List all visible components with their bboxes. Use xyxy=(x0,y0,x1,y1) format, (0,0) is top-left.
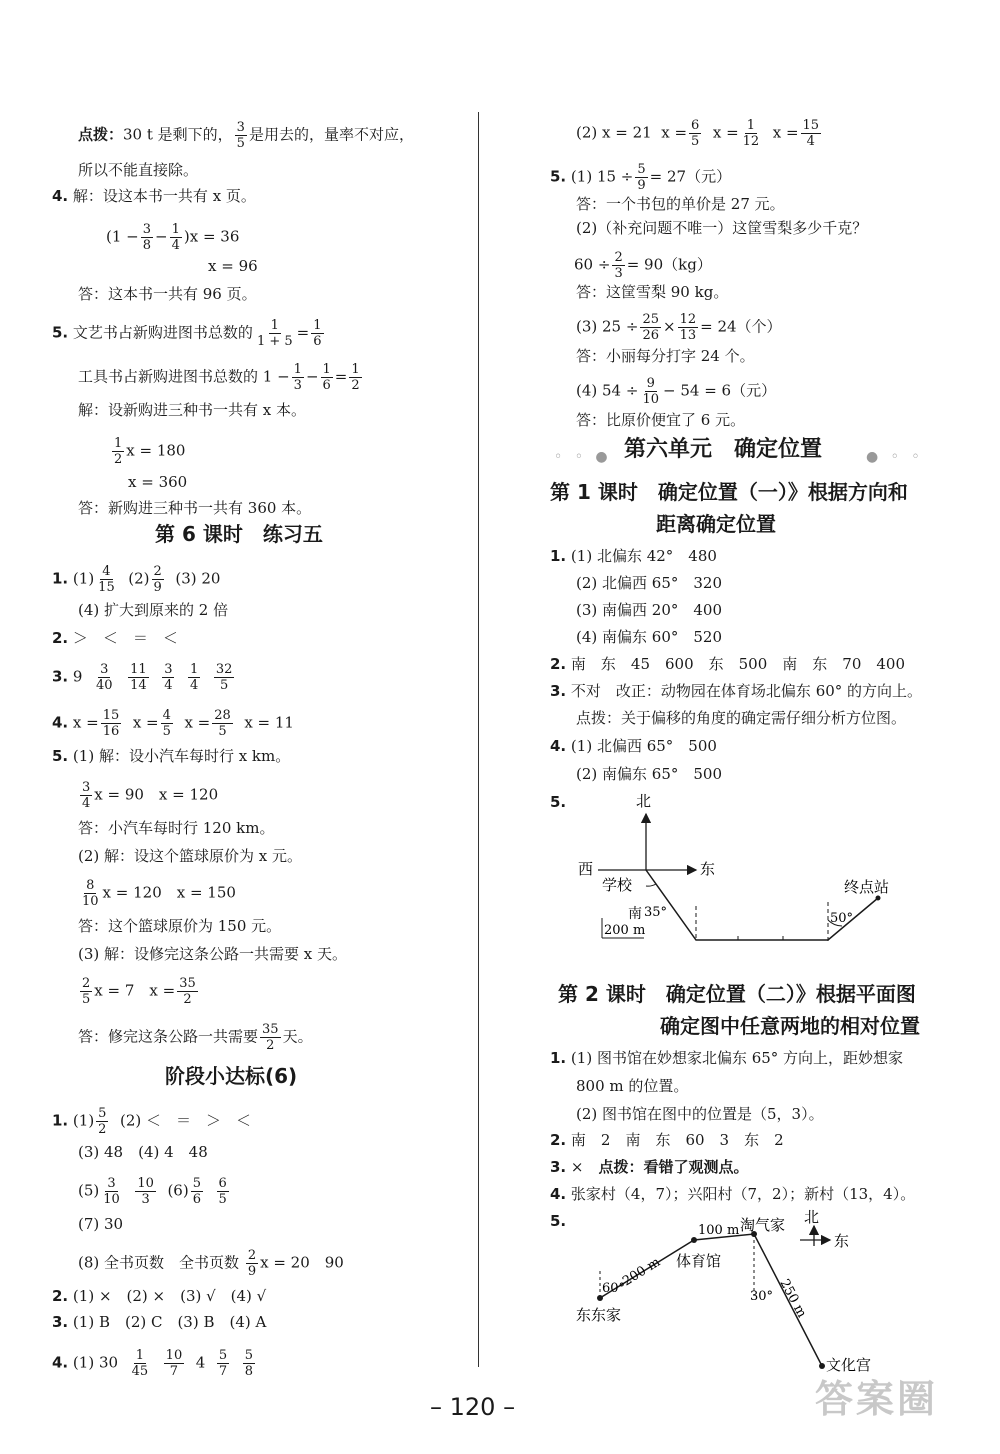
q5-left-solve: 解：设新购进三种书一共有 x 本。 xyxy=(78,401,306,419)
route-diagram-2 xyxy=(568,1206,948,1376)
terminal-label: 终点站 xyxy=(844,878,890,896)
st-q1: 1. (1) $\frac{5}{2}$ (2) ＜ ＝ ＞ ＜ xyxy=(52,1106,252,1137)
st-q3: 3. (1) B (2) C (3) B (4) A xyxy=(52,1313,267,1331)
west-label: 西 xyxy=(578,860,594,878)
distance-250: 250 m xyxy=(776,1276,810,1321)
q4-result: x = 96 xyxy=(208,257,258,275)
l1-q3-note: 点拨：关于偏移的角度的确定需仔细分析方位图。 xyxy=(576,709,907,727)
l1-q1-2: (2) 北偏西 65° 320 xyxy=(576,574,723,592)
top-q2-answers: (2) x = 21 x = $\frac{6}{5}$ x = $\frac{1}{12}$ x = $\frac{15}{4}$ xyxy=(576,118,820,149)
l6-q1-4: (4) 扩大到原来的 2 倍 xyxy=(78,601,229,619)
decorative-dots-icon: ● ◦ ◦ xyxy=(866,449,924,465)
angle-60: 60° xyxy=(602,1281,626,1296)
q4-equation: (1 − $\frac{3}{8}$ − $\frac{1}{4}$ )x = 36 xyxy=(106,222,240,253)
q4-answer: 答：这本书一共有 96 页。 xyxy=(78,285,257,303)
distance-100: 100 m xyxy=(698,1223,740,1238)
l6-q5-1: 5. (1) 解：设小汽车每时行 x km。 xyxy=(52,747,291,765)
angle-50: 50° xyxy=(830,911,854,926)
angle-35: 35° xyxy=(644,905,668,920)
l6-q5-1-eq: $\frac{3}{4}$ x = 90 x = 120 xyxy=(82,780,219,811)
r-q5-1: 5. (1) 15 ÷ $\frac{5}{9}$ = 27（元） xyxy=(550,162,732,193)
dianbo-note: 点拨：30 t 是剩下的， $\frac{3}{5}$ 是用去的，量率不对应， xyxy=(78,120,414,151)
l1-q5: 5. xyxy=(550,793,567,811)
watermark-logo: 答案圈 xyxy=(815,1377,939,1421)
l6-q5-2-ans: 答：这个篮球原价为 150 元。 xyxy=(78,917,282,935)
st-q2: 2. (1) × (2) × (3) √ (4) √ xyxy=(52,1287,267,1305)
r-q5-2: (2)（补充问题不唯一）这筐雪梨多少千克？ xyxy=(576,219,868,237)
unit-header xyxy=(554,446,612,467)
page-number: – 120 – xyxy=(430,1393,516,1421)
st-q4: 4. (1) 30 $\frac{1}{45}$ $\frac{10}{7}$ 4 $\frac{5}{7}$ $\frac{5}{8}$ xyxy=(52,1348,253,1379)
l1-q1-3: (3) 南偏西 20° 400 xyxy=(576,601,723,619)
east-label: 东 xyxy=(700,860,716,878)
l2-q1-1b: 800 m 的位置。 xyxy=(576,1077,689,1095)
l1-q1-4: (4) 南偏东 60° 520 xyxy=(576,628,723,646)
r-q5-4-eq: (4) 54 ÷ $\frac{9}{10}$ − 54 = 6（元） xyxy=(576,376,777,407)
l2-q3: 3. × 点拨：看错了观测点。 xyxy=(550,1158,749,1176)
l6-q3: 3. 9 $\frac{3}{40}$ $\frac{11}{14}$ $\frac{3}{4}$ $\frac{1}{4}$ $\frac{32}{5}$ xyxy=(52,662,233,693)
l2-q4: 4. 张家村（4，7）；兴阳村（7，2）；新村（13，4）。 xyxy=(550,1185,916,1203)
route-diagram-1 xyxy=(572,790,952,960)
wenhua-label: 文化宫 xyxy=(826,1356,872,1374)
q5-left-answer: 答：新购进三种书一共有 360 本。 xyxy=(78,499,312,517)
r-q5-1-ans: 答：一个书包的单价是 27 元。 xyxy=(576,195,785,213)
unit-header-right xyxy=(866,446,924,467)
lesson1-subtitle: 距离确定位置 xyxy=(656,512,776,536)
l6-q5-3-eq: $\frac{2}{5}$ x = 7 x = $\frac{35}{2}$ xyxy=(82,976,196,1007)
distance-200: 200 m xyxy=(620,1254,664,1290)
l1-q3: 3. 不对 改正：动物园在体育场北偏东 60° 的方向上。 xyxy=(550,682,923,700)
south-label: 南 xyxy=(628,906,642,922)
r-q5-2-ans: 答：这筐雪梨 90 kg。 xyxy=(576,283,729,301)
terminal-point xyxy=(876,896,881,901)
st-q1-7: (7) 30 xyxy=(78,1215,124,1233)
east-label: 东 xyxy=(834,1232,850,1250)
stage-title: 阶段小达标(6) xyxy=(165,1064,298,1088)
dongdong-label: 东东家 xyxy=(576,1306,622,1324)
tiyu-point xyxy=(691,1237,697,1243)
north-label: 北 xyxy=(804,1208,820,1226)
l2-q1-2: (2) 图书馆在图中的位置是（5，3）。 xyxy=(576,1105,824,1123)
school-label: 学校 xyxy=(602,876,633,894)
fraction: $\frac{3}{5}$ xyxy=(236,120,245,151)
r-q5-4-ans: 答：比原价便宜了 6 元。 xyxy=(576,411,746,429)
l1-q4-1: 4. (1) 北偏西 65° 500 xyxy=(550,737,717,755)
taoqi-label: 淘气家 xyxy=(740,1216,786,1234)
lesson2-subtitle: 确定图中任意两地的相对位置 xyxy=(660,1014,920,1038)
tiyu-label: 体育馆 xyxy=(676,1252,722,1270)
r-q5-3-ans: 答：小丽每分打字 24 个。 xyxy=(576,347,755,365)
q5-left-line1: 5. 文艺书占新购进图书总数的 $\frac{1}{1 + 5}$ = $\frac{1}{6}$ xyxy=(52,318,322,349)
unit-title: 第六单元 确定位置 xyxy=(624,437,823,462)
l6-q5-1-ans: 答：小汽车每时行 120 km。 xyxy=(78,819,275,837)
q4-left: 4. 解：设这本书一共有 x 页。 xyxy=(52,187,256,205)
l1-q2: 2. 南 东 45 600 东 500 南 东 70 400 xyxy=(550,655,905,673)
l6-q1: 1. (1) $\frac{4}{15}$ (2) $\frac{2}{9}$ (3) 20 xyxy=(52,564,221,595)
l1-q1-1: 1. (1) 北偏东 42° 480 xyxy=(550,547,717,565)
r-q5-2-eq: 60 ÷ $\frac{2}{3}$ = 90（kg） xyxy=(574,250,712,281)
l6-q5-3-ans: 答：修完这条公路一共需要 $\frac{35}{2}$ 天。 xyxy=(78,1022,313,1053)
q5-left-eq: $\frac{1}{2}$ x = 180 xyxy=(114,436,186,467)
lesson-title: 第 6 课时 练习五 xyxy=(155,522,323,546)
l2-q1-1: 1. (1) 图书馆在妙想家北偏东 65° 方向上，距妙想家 xyxy=(550,1049,904,1067)
l6-q2: 2. ＞ ＜ ＝ ＜ xyxy=(52,629,178,647)
st-q1-3: (3) 48 (4) 4 48 xyxy=(78,1143,208,1161)
st-q1-5: (5) $\frac{3}{10}$ $\frac{10}{3}$ (6) $\frac{5}{6}$ $\frac{6}{5}$ xyxy=(78,1176,227,1207)
angle-30: 30° xyxy=(750,1289,774,1304)
decorative-dots-icon: ◦ ◦ ● xyxy=(554,449,612,465)
q5-left-line2: 工具书占新购进图书总数的 1 − $\frac{1}{3}$ − $\frac{1}{6}$ = $\frac{1}{2}$ xyxy=(78,362,360,393)
q5-left-result: x = 360 xyxy=(128,473,188,491)
l1-q4-2: (2) 南偏东 65° 500 xyxy=(576,765,723,783)
r-q5-3-eq: (3) 25 ÷ $\frac{25}{26}$ × $\frac{12}{13}$ = 24（个） xyxy=(576,312,782,343)
angle-arc xyxy=(646,884,656,886)
l6-q5-2-eq: $\frac{8}{10}$ x = 120 x = 150 xyxy=(82,878,236,909)
l6-q5-3: (3) 解：设修完这条公路一共需要 x 天。 xyxy=(78,945,348,963)
scale-label: 200 m xyxy=(604,923,646,938)
l6-q5-2: (2) 解：设这个篮球原价为 x 元。 xyxy=(78,847,303,865)
st-q1-8: (8) 全书页数 全书页数 $\frac{2}{9}$ x = 20 90 xyxy=(78,1248,344,1279)
l2-q5: 5. xyxy=(550,1212,567,1230)
column-divider xyxy=(478,112,479,1367)
l2-q2: 2. 南 2 南 东 60 3 东 2 xyxy=(550,1131,784,1149)
l6-q4: 4. x = $\frac{15}{16}$ x = $\frac{4}{5}$ x = $\frac{28}{5}$ x = 11 xyxy=(52,708,294,739)
lesson2-title: 第 2 课时 确定位置（二）》根据平面图 xyxy=(558,982,916,1006)
north-label: 北 xyxy=(636,792,652,810)
dianbo-note-line2: 所以不能直接除。 xyxy=(78,161,199,179)
lesson1-title: 第 1 课时 确定位置（一）》根据方向和 xyxy=(550,480,908,504)
